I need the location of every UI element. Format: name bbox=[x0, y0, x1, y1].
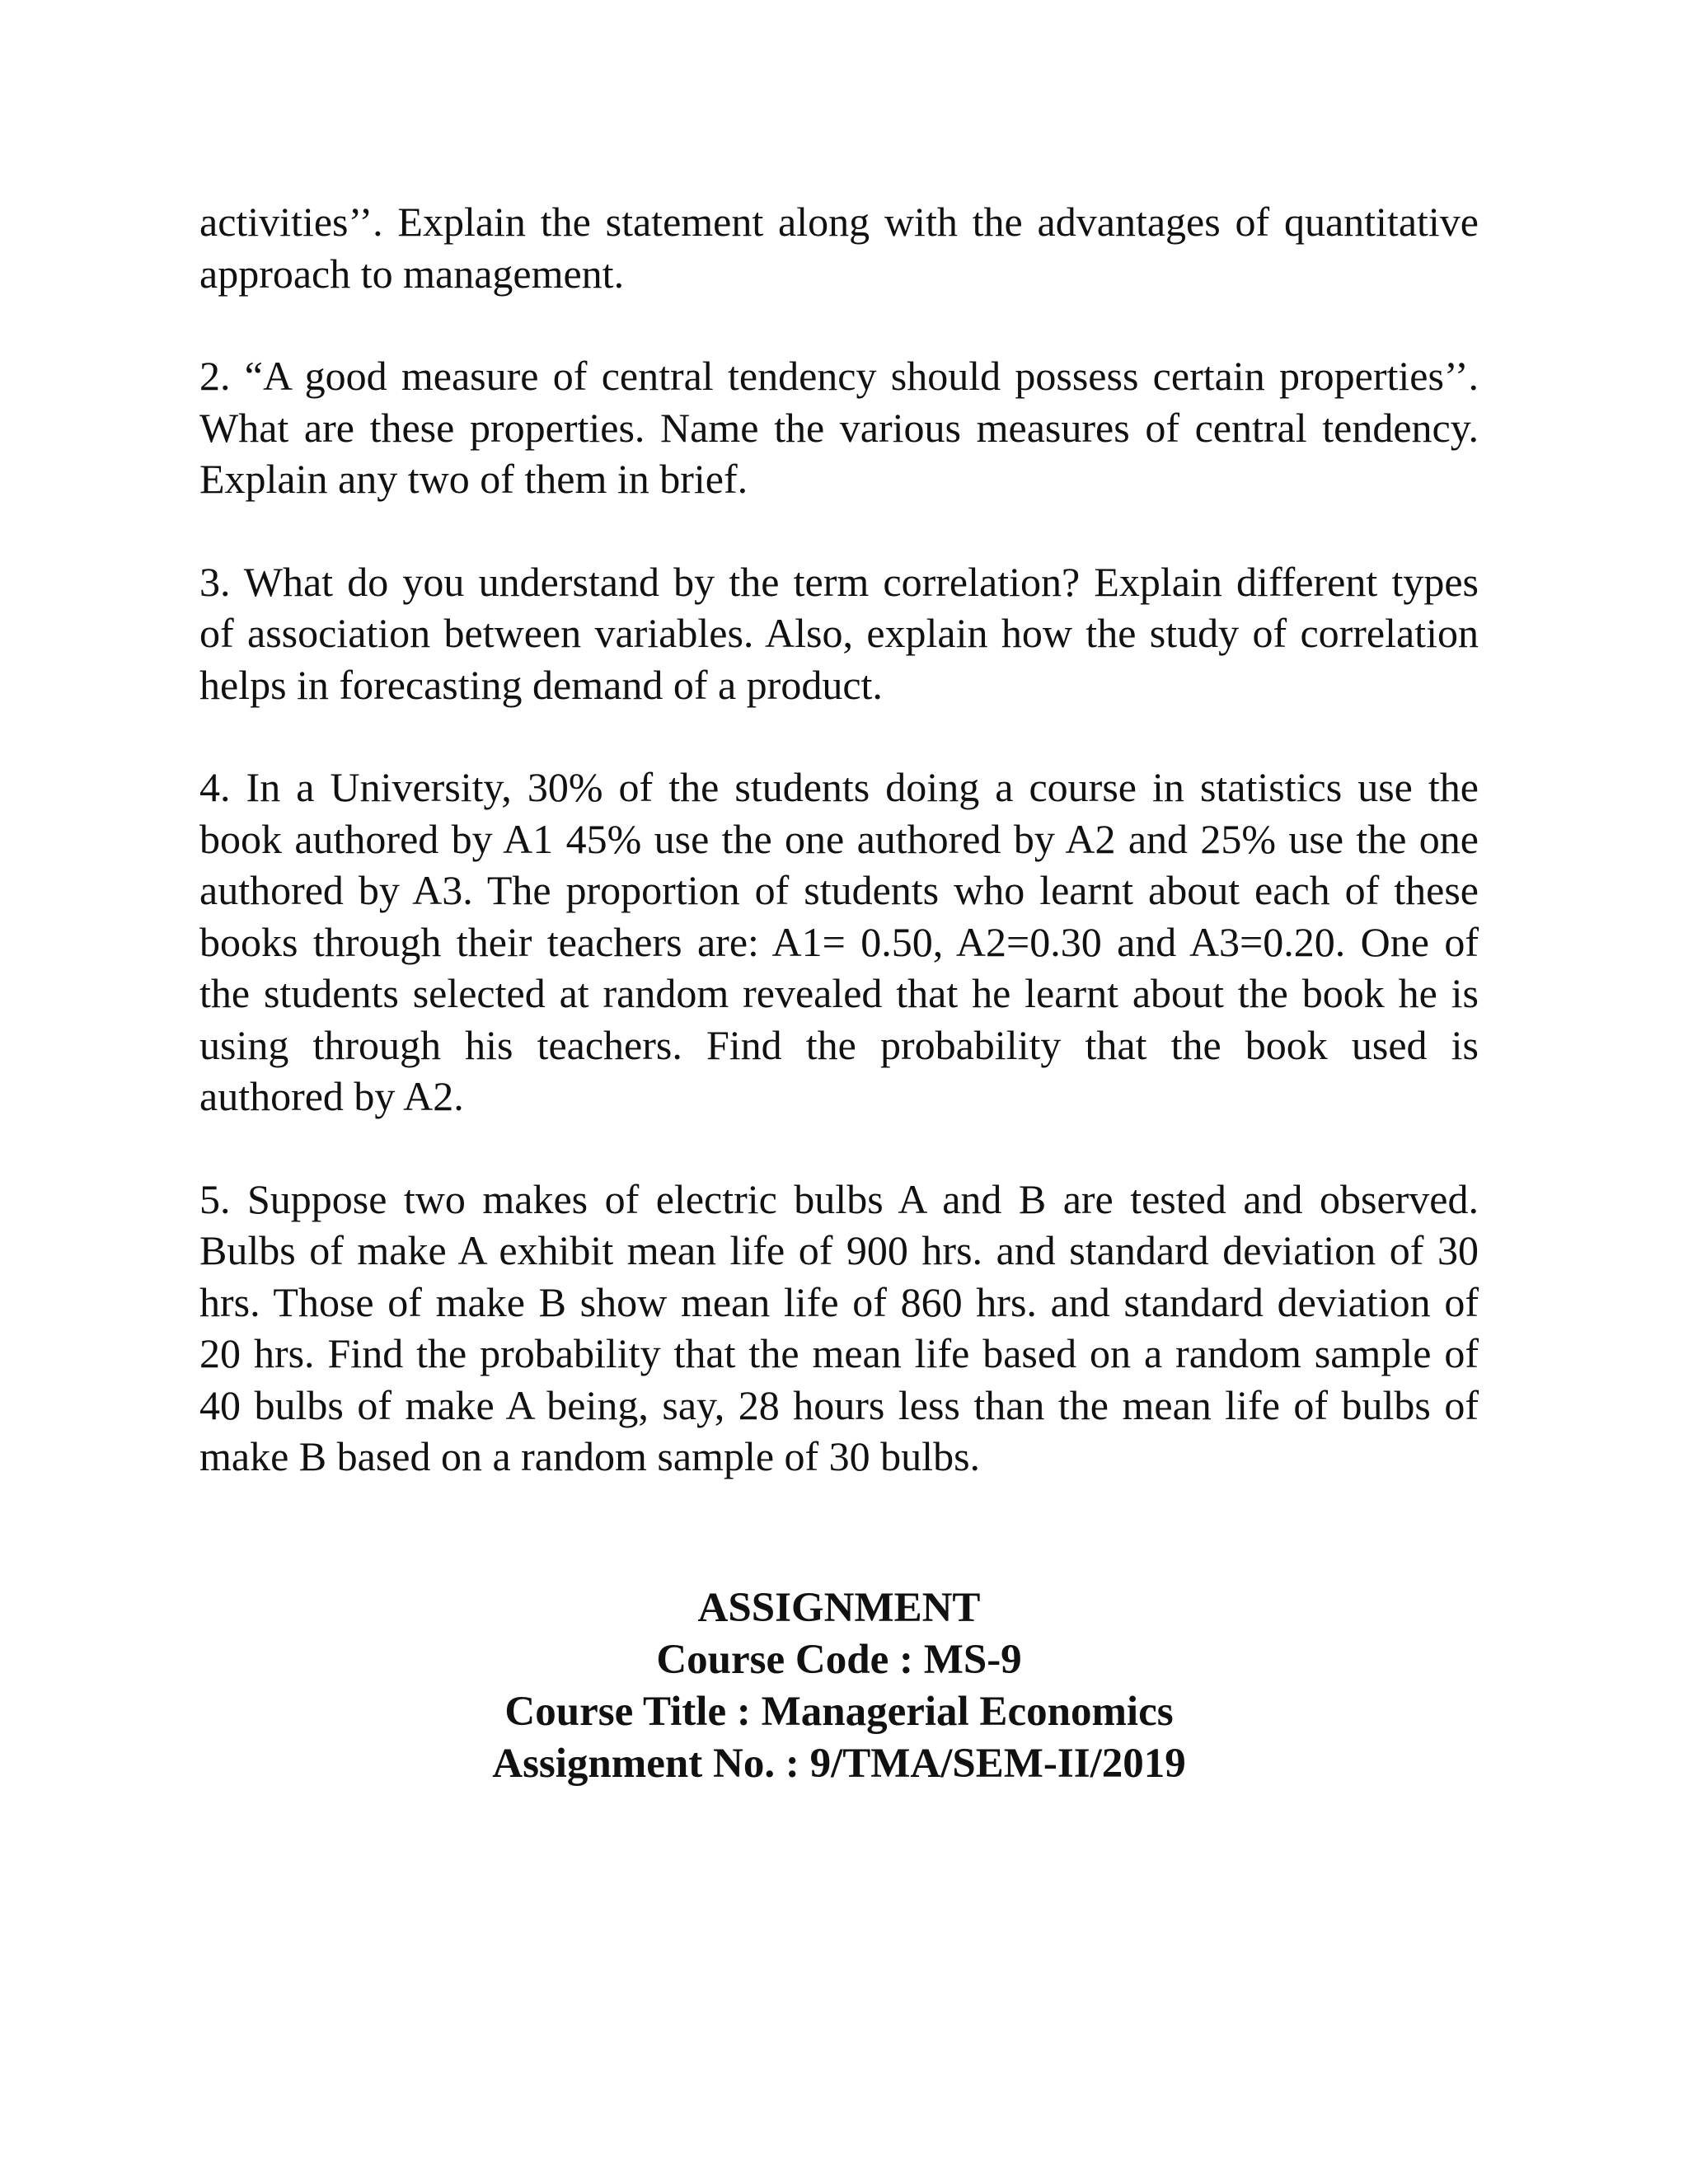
question-1-continuation: activities’’. Explain the statement along with the advantages of quantitative approach to management. bbox=[199, 199, 1479, 297]
assignment-title: ASSIGNMENT bbox=[697, 1585, 981, 1631]
assignment-heading bbox=[199, 1582, 1479, 1790]
course-code: Course Code : MS-9 bbox=[656, 1637, 1022, 1683]
assignment-number: Assignment No. : 9/TMA/SEM-II/2019 bbox=[492, 1741, 1186, 1787]
question-list bbox=[199, 196, 1479, 1534]
question-3: 3. What do you understand by the term correlation? Explain different types of association between variables. Also, explain how the study of correlation helps in forecasting demand of a product. bbox=[199, 558, 1479, 708]
course-title: Course Title : Managerial Economics bbox=[504, 1689, 1174, 1735]
question-5: 5. Suppose two makes of electric bulbs A and B are tested and observed. Bulbs of make A exhibit mean life of 900 hrs. and standard deviation of 30 hrs. Those of make B show mean life of 860 hrs. and standard deviation of 20 hrs. Find the probability that the mean life based on a random sample of 40 bulbs of make A being, say, 28 hours less than the mean life of bulbs of make B based on a random sample of 30 bulbs. bbox=[199, 1175, 1479, 1479]
question-2: 2. “A good measure of central tendency should possess certain properties’’. What are these properties. Name the various measures of central tendency. Explain any two of them in brief. bbox=[199, 353, 1479, 502]
question-4: 4. In a University, 30% of the students doing a course in statistics use the book authored by A1 45% use the one authored by A2 and 25% use the one authored by A3. The proportion of students who learnt about each of these books through their teachers are: A1= 0.50, A2=0.30 and A3=0.20. One of the students selected at random revealed that he learnt about the book he is using through his teachers. Find the probability that the book used is authored by A2. bbox=[199, 764, 1479, 1119]
